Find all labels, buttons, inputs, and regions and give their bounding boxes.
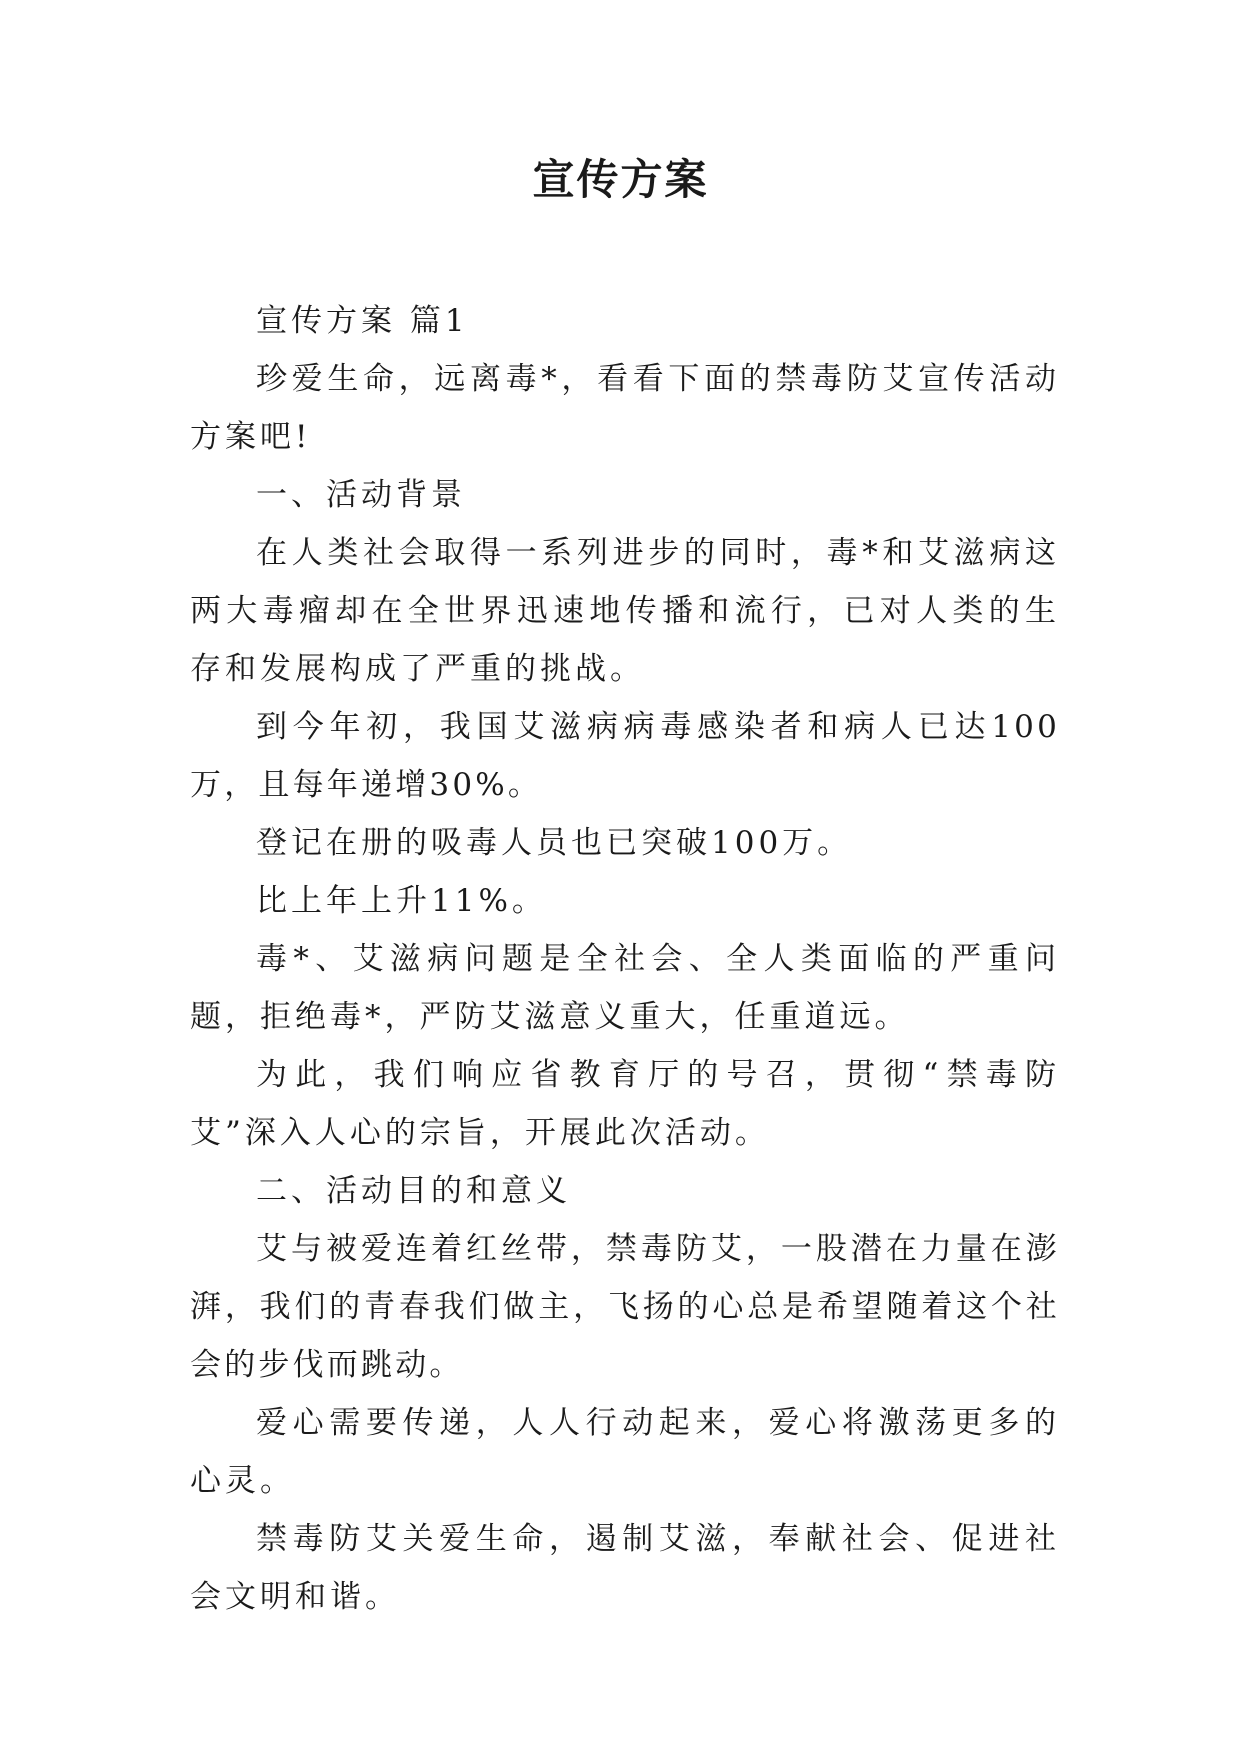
heading-activity-background: 一、活动背景 [256, 477, 466, 513]
paragraph-response: 为此，我们响应省教育厅的号召，贯彻“禁毒防艾”深入人心的宗旨，开展此次活动。 [190, 1057, 1060, 1151]
paragraph-statistics-drug-users: 登记在册的吸毒人员也已突破100万。 [256, 825, 853, 861]
paragraph-care-life: 禁毒防艾关爱生命，遏制艾滋，奉献社会、促进社会文明和谐。 [190, 1521, 1060, 1615]
heading-activity-purpose: 二、活动目的和意义 [256, 1173, 571, 1209]
paragraph-section-heading: 宣传方案 篇1 [256, 303, 469, 339]
paragraph-red-ribbon: 艾与被爱连着红丝带，禁毒防艾，一股潜在力量在澎湃，我们的青春我们做主，飞扬的心总是希望随着这个社会的步伐而跳动。 [190, 1231, 1060, 1383]
paragraph-background: 在人类社会取得一系列进步的同时，毒*和艾滋病这两大毒瘤却在全世界迅速地传播和流行，已对人类的生存和发展构成了严重的挑战。 [190, 535, 1060, 687]
paragraph-statistics-increase: 比上年上升11%。 [256, 883, 547, 919]
paragraph-problem: 毒*、艾滋病问题是全社会、全人类面临的严重问题，拒绝毒*，严防艾滋意义重大，任重道远。 [190, 941, 1060, 1035]
paragraph-love-pass: 爱心需要传递，人人行动起来，爱心将激荡更多的心灵。 [190, 1405, 1060, 1499]
document-title: 宣传方案 [532, 155, 709, 204]
paragraph-intro: 珍爱生命，远离毒*，看看下面的禁毒防艾宣传活动方案吧! [190, 361, 1060, 455]
document-body [190, 292, 1060, 1626]
paragraph-statistics-hiv: 到今年初，我国艾滋病病毒感染者和病人已达100万，且每年递增30%。 [190, 709, 1060, 803]
